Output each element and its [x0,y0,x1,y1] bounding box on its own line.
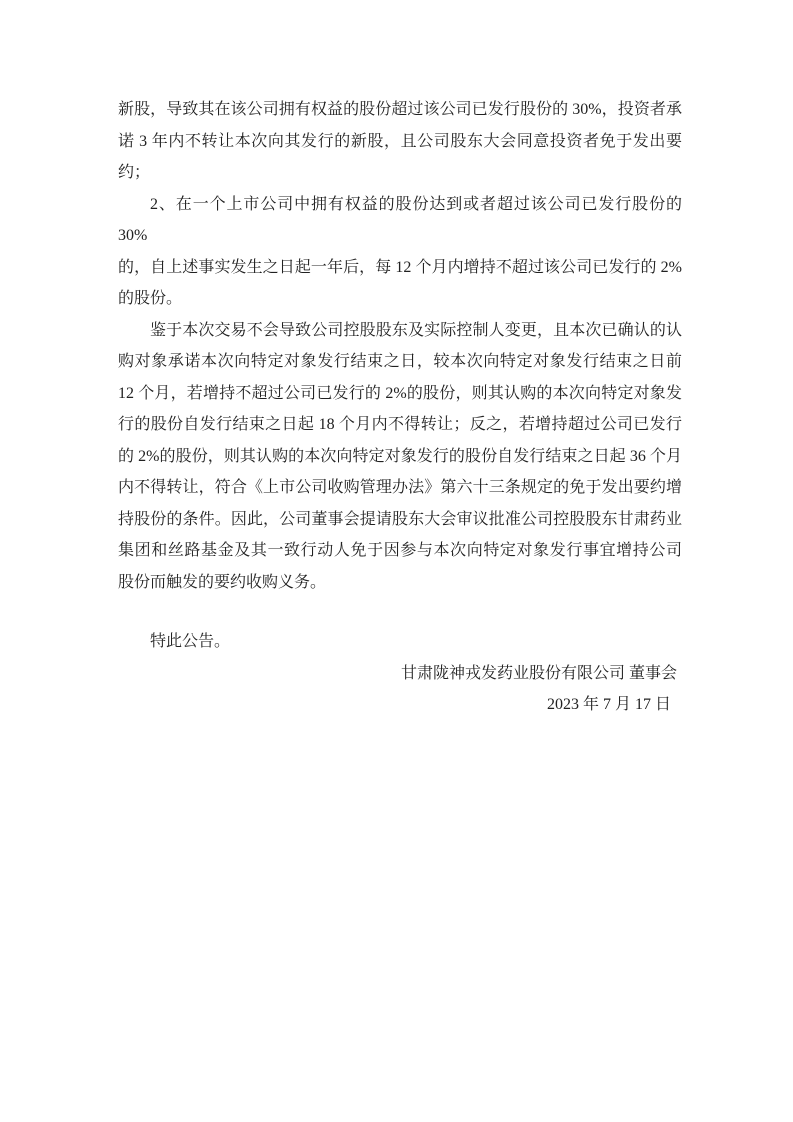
body-line: 新股，导致其在该公司拥有权益的股份超过该公司已发行股份的 30%，投资者承 [118,101,682,118]
body-line: 持股份的条件。因此，公司董事会提请股东大会审议批准公司控股股东甘肃药业 [118,510,682,528]
announcement-document [118,94,686,721]
signature-date: 2023 年 7 月 17 日 [546,696,671,713]
body-line: 12 个月，若增持不超过公司已发行的 2%的股份，则其认购的本次向特定对象发 [118,384,682,402]
body-line: 约； [118,164,151,181]
body-line: 2、在一个上市公司中拥有权益的股份达到或者超过该公司已发行股份的 30% [118,195,686,244]
closing-statement: 特此公告。 [150,633,231,650]
signature-company: 甘肃陇神戎发药业股份有限公司 董事会 [400,664,677,682]
body-line: 内不得转让，符合《上市公司收购管理办法》第六十三条规定的免于发出要约增 [118,479,682,496]
body-line: 行的股份自发行结束之日起 18 个月内不得转让；反之，若增持超过公司已发行 [118,416,682,433]
document-body [118,94,686,598]
body-line: 购对象承诺本次向特定对象发行结束之日，较本次向特定对象发行结束之日前 [118,353,682,370]
body-line: 的股份。 [118,290,183,307]
body-line: 鉴于本次交易不会导致公司控股股东及实际控制人变更，且本次已确认的认 [150,321,682,339]
body-line: 的 2%的股份，则其认购的本次向特定对象发行的股份自发行结束之日起 36 个月 [118,447,682,465]
body-line: 股份而触发的要约收购义务。 [118,573,327,591]
body-line: 集团和丝路基金及其一致行动人免于因参与本次向特定对象发行事宜增持公司 [118,542,682,559]
body-line: 诺 3 年内不转让本次向其发行的新股，且公司股东大会同意投资者免于发出要 [118,132,682,150]
body-line: 的，自上述事实发生之日起一年后，每 12 个月内增持不超过该公司已发行的 2% [118,258,682,276]
